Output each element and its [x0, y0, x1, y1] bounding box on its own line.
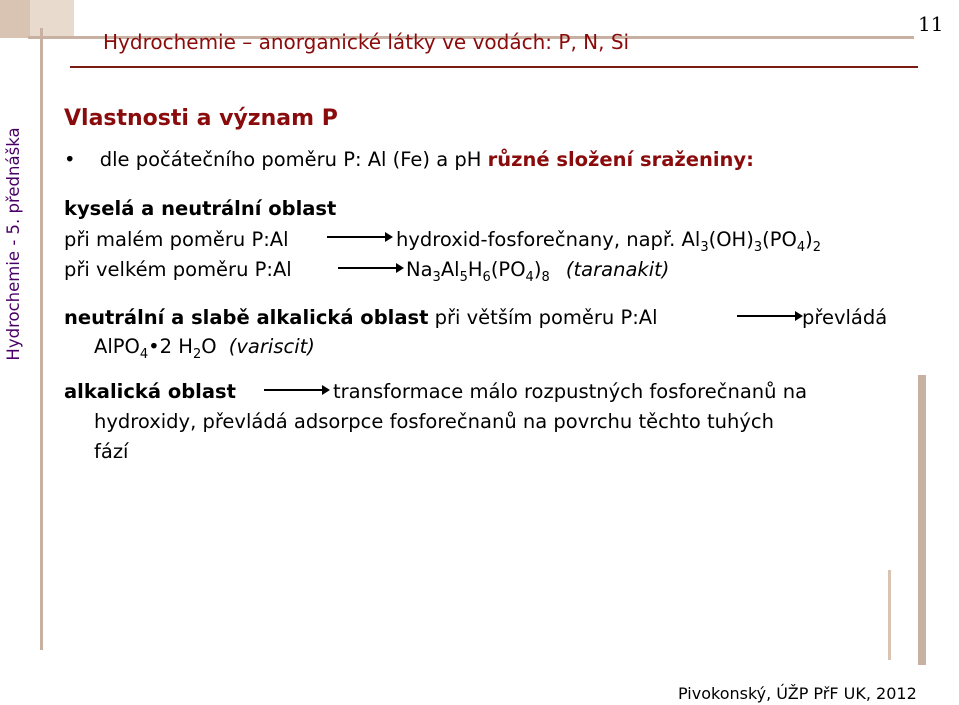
arrow-icon [735, 309, 805, 323]
bullet-text: dle počátečního poměru P: Al (Fe) a pH [99, 148, 488, 171]
decor-right-bar [918, 375, 926, 665]
decor-square [30, 0, 74, 38]
alkaline-heading: alkalická oblast [64, 380, 236, 403]
neutral-alkaline-line: neutrální a slabě alkalická oblast při větším poměru P:Al [64, 306, 658, 329]
row1-right: hydroxid-fosforečnany, např. $Al_3(OH)_3(PO_4)_2$ [396, 228, 821, 255]
decor-vertical-line [40, 28, 43, 650]
section-title: Vlastnosti a význam P [64, 106, 338, 131]
bullet-dot: • [64, 148, 76, 171]
neutral-alkaline-result: převládá [802, 306, 888, 329]
side-label: Hydrochemie - 5. přednáška [4, 127, 23, 361]
arrow-icon [325, 230, 395, 244]
arrow-icon [336, 261, 406, 275]
footer-credit: Pivokonský, ÚŽP PřF UK, 2012 [678, 684, 917, 703]
row1-left: při malém poměru P:Al [64, 228, 289, 251]
bullet-line [64, 148, 754, 171]
row2-left: při velkém poměru P:Al [64, 258, 292, 281]
neutral-alkaline-formula: AlPO$_4$•2 $H_2O$ (variscit) [94, 335, 315, 362]
acid-neutral-heading: kyselá a neutrální oblast [64, 197, 337, 220]
bullet-highlight: různé složení sraženiny: [487, 148, 754, 171]
decor-right-line [888, 570, 891, 660]
page-number: 11 [918, 12, 944, 36]
header-title: Hydrochemie – anorganické látky ve vodách: P, N, Si [103, 30, 630, 54]
alkaline-line1: transformace málo rozpustných fosforečnanů na [333, 380, 808, 403]
row2-formula: $Na_3Al_5H_6(PO_4)_8$ (taranakit) [406, 258, 670, 285]
arrow-icon [262, 383, 332, 397]
title-underline [70, 66, 918, 68]
decor-square [0, 0, 30, 38]
alkaline-line2: hydroxidy, převládá adsorpce fosforečnanů na povrchu těchto tuhých [94, 410, 774, 433]
alkaline-line3: fází [94, 440, 129, 463]
